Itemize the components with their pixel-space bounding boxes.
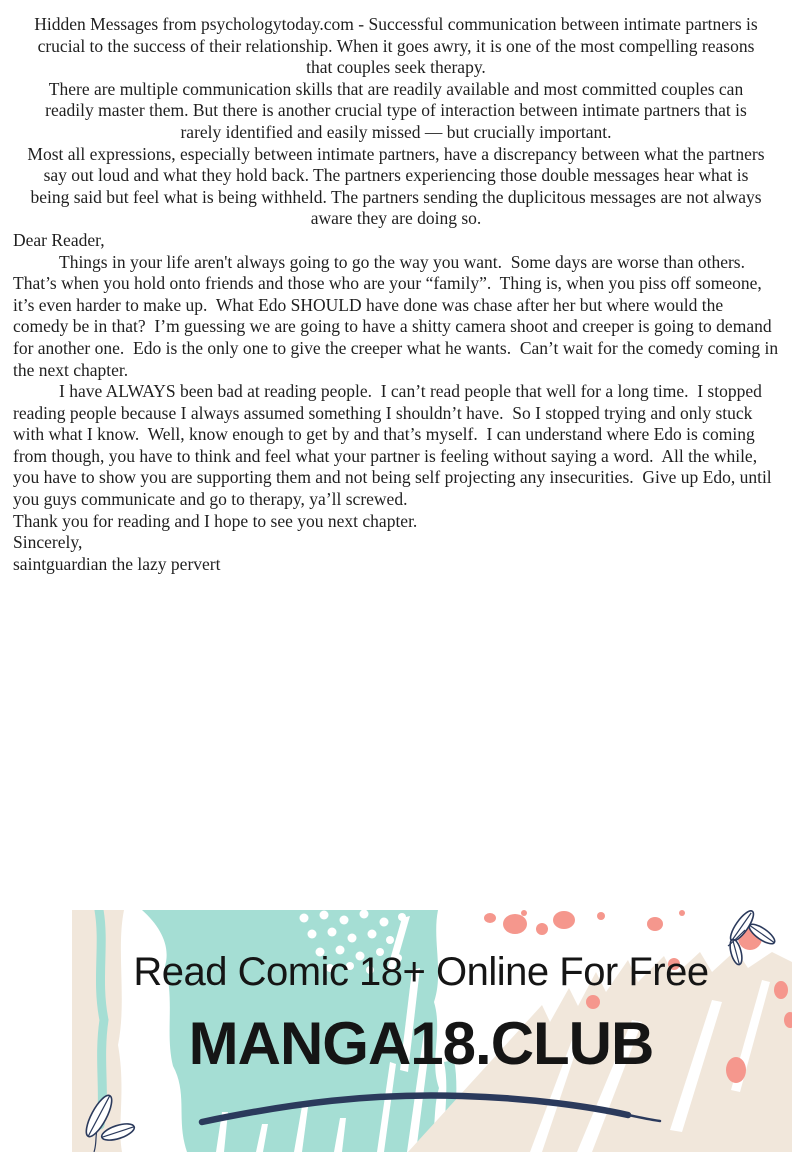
letter-document — [0, 0, 792, 575]
letter-paragraph-2: I have ALWAYS been bad at reading people. I can’t read people that well for a long time. I stopped reading people because I always assumed something I shouldn’t have. So I stopped trying and only stuck with what I know. Well, know enough to get by and that’s myself. I can understand where Edo is coming from though, you have to think and feel what your partner is feeling without saying a word. All the while, you have to show you are supporting them and not being self projecting any insecurities. Give up Edo, until you guys communicate and go to therapy, ya’ll screwed. — [13, 381, 777, 510]
intro-paragraph-3: Most all expressions, especially between intimate partners, have a discrepancy between what the partners say out loud and what they hold back. The partners experiencing those double messages hear what is being said but feel what is being withheld. The partners sending the duplicitous messages are not always aware they are doing so. — [27, 143, 765, 229]
manga18-club-banner[interactable] — [72, 910, 792, 1152]
banner-site-name: MANGA18.CLUB — [188, 1010, 654, 1077]
intro-paragraph-2: There are multiple communication skills that are readily available and most committed couples can readily master them. But there is another crucial type of interaction between intimate partners that is rarely identified and easily missed — but crucially important. — [45, 78, 747, 142]
salutation: Dear Reader, — [13, 229, 105, 250]
intro-paragraph-1: Hidden Messages from psychologytoday.com - Successful communication between intimate partners is crucial to the success of their relationship. When it goes awry, it is one of the most compelling reasons that couples seek therapy. — [34, 14, 758, 78]
intro-block — [13, 14, 779, 230]
banner-tagline: Read Comic 18+ Online For Free — [133, 950, 709, 994]
thanks-line: Thank you for reading and I hope to see you next chapter. — [13, 510, 418, 531]
closing-line: Sincerely, — [13, 532, 83, 553]
letter-paragraph-1: Things in your life aren't always going to go the way you want. Some days are worse than others. That’s when you hold onto friends and those who are your “family”. Thing is, when you piss off someone, it’s even harder to make up. What Edo SHOULD have done was chase after her but where would the comedy be in that? I’m guessing we are going to have a shitty camera shoot and creeper is going to demand for another one. Edo is the only one to give the creeper what he wants. Can’t wait for the comedy coming in the next chapter. — [13, 251, 783, 380]
signature-line: saintguardian the lazy pervert — [13, 553, 221, 574]
